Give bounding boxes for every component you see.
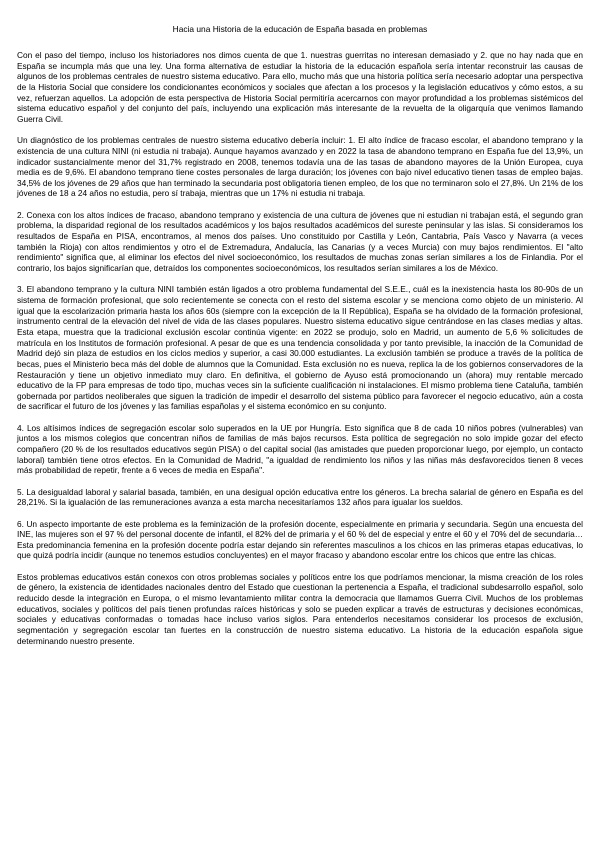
paragraph-conclusion: Estos problemas educativos están conexos con otros problemas sociales y políticos entre los que podríamos mencionar, la misma creación de los roles de género, la existencia de identidades nacionales dentro del Estado que cuestionan la pertenencia a España, el tradicional subdesarrollo español, solo reducido desde la integración en Europa, o el mismo levantamiento militar contra la democracia que llamamos Guerra Civil. Muchos de los problemas educativos, sociales y políticos del país tienen profundas raíces históricas y solo se pueden explicar a través de estructuras y decisiones económicas, sociales y educativas conformadas o tomadas hace incluso varios siglos. Para entenderlos necesitamos considerar los procesos de exclusión, segmentación y segregación escolar tan fuertes en la construcción de nuestro sistema educativo. La historia de la educación española sigue determinando nuestro presente. (17, 571, 583, 646)
paragraph-problem-1: Un diagnóstico de los problemas centrales de nuestro sistema educativo debería incluir: 1. El alto índice de fracaso escolar, el abandono temprano y la existencia de una cultura NINI (ni estudia ni trabaja). Aunque hayamos avanzado y en 2022 la tasa de abandono temprano en España fue del 13,9%, un indicador sustancialmente menor del 31,7% registrado en 2008, tenemos todavía una de las tasas de abandono mayores de la Unión Europea, cuya media es de 9,6%. El abandono temprano tiene costes personales de larga duración; los jóvenes con bajo nivel educativo tienen tasas de empleo bajas. 34,5% de los jóvenes de 29 años que han terminado la secundaria post obligatoria tienen empleo, de los que no terminaron solo el 27,8%. Un 21% de los jóvenes de 18 a 24 años no estudia, pero sí trabaja, mientras que un 17% ni estudia ni trabaja. (17, 135, 583, 199)
paragraph-intro: Con el paso del tiempo, incluso los historiadores nos dimos cuenta de que 1. nuestras guerritas no interesan demasiado y 2. que no hay nada que en España se incumpla más que una ley. Una forma alternativa de estudiar la historia de la educación española sería intentar reconstruir las causas de algunos de los problemas centrales de nuestro sistema educativo. Para ello, mucho más que una historia política sería necesario adoptar una perspectiva de la Historia Social que considere los condicionantes económicos y sociales que afectan a los procesos y la legislación educativos y cómo estos, a su vez, refuerzan aquellos. La adopción de esta perspectiva de Historia Social permitiría acercarnos con mayor profundidad a los problemas sistémicos del sistema educativo español y del conjunto del país, incluyendo una explicación más interesante de la revuelta de la oligarquía que venimos llamando Guerra Civil. (17, 50, 583, 124)
paragraph-problem-2: 2. Conexa con los altos índices de fracaso, abandono temprano y existencia de una cultura de jóvenes que ni estudian ni trabajan está, el segundo gran problema, la disparidad regional de los resultados académicos y los bajos resultados académicos del sureste peninsular y las islas. Si consideramos los resultados de España en PISA, encontramos, al menos dos países. Uno constituido por Castilla y León, Cantabria, País Vasco y Navarra (a veces también la Rioja) con altos rendimientos y otro el de Extremadura, Andalucía, las Canarias (y a veces Murcia) con muy bajos rendimientos. El "alto rendimiento" significa que, al eliminar los efectos del nivel socioeconómico, los resultados de muchas zonas serían similares a los de Finlandia. Por el contrario, los bajos significarían que, detraídos los componentes socioeconómicos, los resultados serían similares a los de México. (17, 209, 583, 273)
document-title: Hacia una Historia de la educación de España basada en problemas (172, 24, 428, 34)
paragraph-problem-4: 4. Los altísimos índices de segregación escolar solo superados en la UE por Hungría. Esto significa que 8 de cada 10 niños pobres (vulnerables) van juntos a los mismos colegios que concentran niños de familias de más bajos recursos. Esta política de segregación no solo impide gozar del efecto compañero (20 % de los resultados educativos según PISA) o del capital social (las amistades que pueden proporcionar luego, por ejemplo, un contacto laboral) también tiene otros efectos. En la Comunidad de Madrid, "a igualdad de rendimiento los niños y las niñas más desfavorecidos tienen 8 veces más probabilidad de repetir, frente a 6 veces de media en España". (17, 422, 583, 476)
paragraph-problem-3: 3. El abandono temprano y la cultura NINI también están ligados a otro problema fundamental del S.E.E., cuál es la inexistencia hasta los 80-90s de un sistema de formación profesional, que solo recientemente se conecta con el resto del sistema escolar y se menciona como objeto de un ministerio. Al igual que la escolarización primaria hasta los años 60s (siempre con la excepción de la II República), España se ha olvidado de la formación profesional, instrumento central de la elevación del nivel de vida de las clases populares. Nuestro sistema educativo sigue centrándose en las clases medias y altas. Esta etapa, muestra que la tradicional exclusión escolar continúa vigente: en 2022 se produjo, solo en Madrid, un aumento de 5,6 % solicitudes de matrícula en los Institutos de formación profesional. A pesar de que es una tendencia consolidada y por tanto previsible, la inacción de la Comunidad de Madrid dejó sin plaza de estudios en los ciclos medios y superior, a casi 30.000 estudiantes. La exclusión también se produce a través de la política de becas, pues el Ministerio beca más del doble de alumnos que la Comunidad. Esta exclusión no es nueva, replica la de los gobiernos conservadores de la Restauración y tiene un objetivo inmediato muy claro. En definitiva, el gobierno de Ayuso está promocionando un (ahora) muy rentable mercado educativo de la FP para empresas de todo tipo, muchas veces sin la suficiente cualificación ni instalaciones. El mismo problema tiene Cataluña, también gobernada por partidos neoliberales que siguen la tradición de impedir el desarrollo del sistema público para favorecer el negocio educativo, aún a costa de sacrificar el futuro de los jóvenes y las familias españolas y el sistema económico en su conjunto. (17, 284, 583, 412)
paragraph-problem-5: 5. La desigualdad laboral y salarial basada, también, en una desigual opción educativa entre los géneros. La brecha salarial de género en España es del 28,21%. Si la igualación de las remuneraciones avanza a esta marcha necesitaríamos 132 años para igualar los sueldos. (17, 486, 583, 508)
paragraph-problem-6: 6. Un aspecto importante de este problema es la feminización de la profesión docente, especialmente en primaria y secundaria. Según una encuesta del INE, las mujeres son el 97 % del personal docente de infantil, el 82% del de primaria y el 60 % del de especial y entre el 60 y el 70% del de secundaria… Esta predominancia femenina en la profesión docente podría estar dejando sin referentes masculinos a los chicos en las primeras etapas educativas, lo que quizá podría incidir (aunque no tenemos estudios concluyentes) en el mayor fracaso y abandono escolar entre los chicos que entre las chicas. (17, 518, 583, 561)
